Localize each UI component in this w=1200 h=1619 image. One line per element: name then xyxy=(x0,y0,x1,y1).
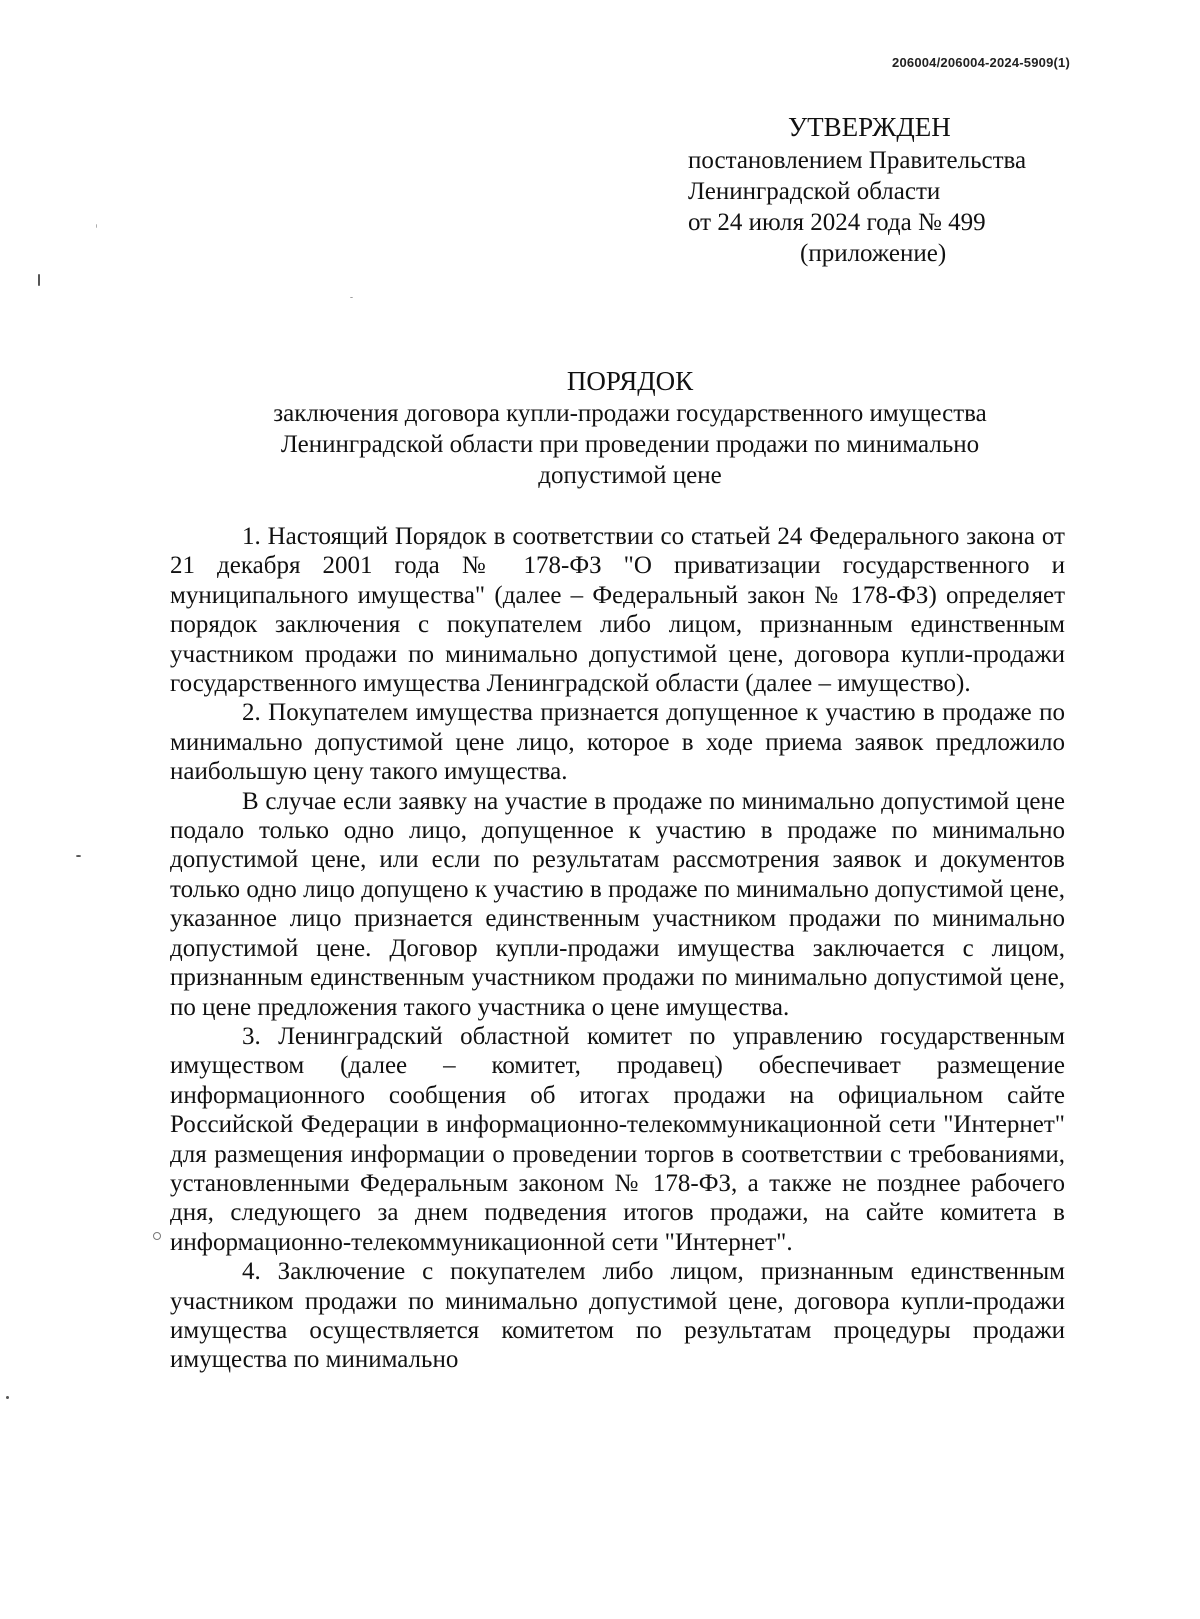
document-body xyxy=(170,522,1065,1375)
scan-speck xyxy=(153,1232,161,1240)
scan-speck xyxy=(76,855,81,857)
approval-line: Ленинградской области xyxy=(688,178,941,205)
scan-speck xyxy=(96,224,97,228)
paragraph: 2. Покупателем имущества признается допущенное к участию в продаже по минимально допустимой цене лицо, которое в ходе приема заявок предложило наибольшую цену такого имущества. xyxy=(170,699,1065,786)
paragraph: 1. Настоящий Порядок в соответствии со статьей 24 Федерального закона от 21 декабря 2001 года № 178-ФЗ "О приватизации государственного и муниципального имущества" (далее – Федеральный закон № 178-ФЗ) определяет порядок заключения с покупателем либо лицом, признанным единственным участником продажи по минимально допустимой цене, договора купли-продажи государственного имущества Ленинградской области (далее – имущество). xyxy=(170,523,1065,698)
paragraph: 4. Заключение с покупателем либо лицом, признанным единственным участником продажи по минимально допустимой цене, договора купли-продажи имущества осуществляется комитетом по результатам процедуры продажи имущества по минимально xyxy=(170,1258,1065,1374)
scan-speck xyxy=(6,1396,9,1399)
paragraph: 3. Ленинградский областной комитет по управлению государственным имуществом (далее – комитет, продавец) обеспечивает размещение информационного сообщения об итогах продажи на официальном сайте Российской Федерации в информационно-телекоммуникационной сети "Интернет" для размещения информации о проведении торгов в соответствии с требованиями, установленными Федеральным законом № 178-ФЗ, а также не позднее рабочего дня, следующего за днем подведения итогов продажи, на сайте комитета в информационно-телекоммуникационной сети "Интернет". xyxy=(170,1022,1065,1256)
paragraph: В случае если заявку на участие в продаже по минимально допустимой цене подало только одно лицо, допущенное к участию в продаже по минимально допустимой цене, или если по результатам рассмотрения заявок и документов только одно лицо допущено к участию в продаже по минимально допустимой цене, указанное лицо признается единственным участником продажи по минимально допустимой цене. Договор купли-продажи имущества заключается с лицом, признанным единственным участником продажи по минимально допустимой цене, по цене предложения такого участника о цене имущества. xyxy=(170,787,1065,1021)
approval-note: (приложение) xyxy=(800,240,947,267)
approval-line: от 24 июля 2024 года № 499 xyxy=(688,209,986,236)
scan-speck xyxy=(350,297,353,298)
document-heading xyxy=(0,364,1200,491)
document-subtitle: заключения договора купли-продажи государственного имущества Ленинградской области при проведении продажи по минимально допустимой цене xyxy=(273,400,987,489)
document-id: 206004/206004-2024-5909(1) xyxy=(892,55,1070,70)
approval-title: УТВЕРЖДЕН xyxy=(788,112,951,142)
approval-line: постановлением Правительства xyxy=(688,147,1027,174)
scan-speck xyxy=(38,274,40,286)
document-title: ПОРЯДОК xyxy=(566,366,694,396)
approval-stamp xyxy=(688,112,1026,269)
